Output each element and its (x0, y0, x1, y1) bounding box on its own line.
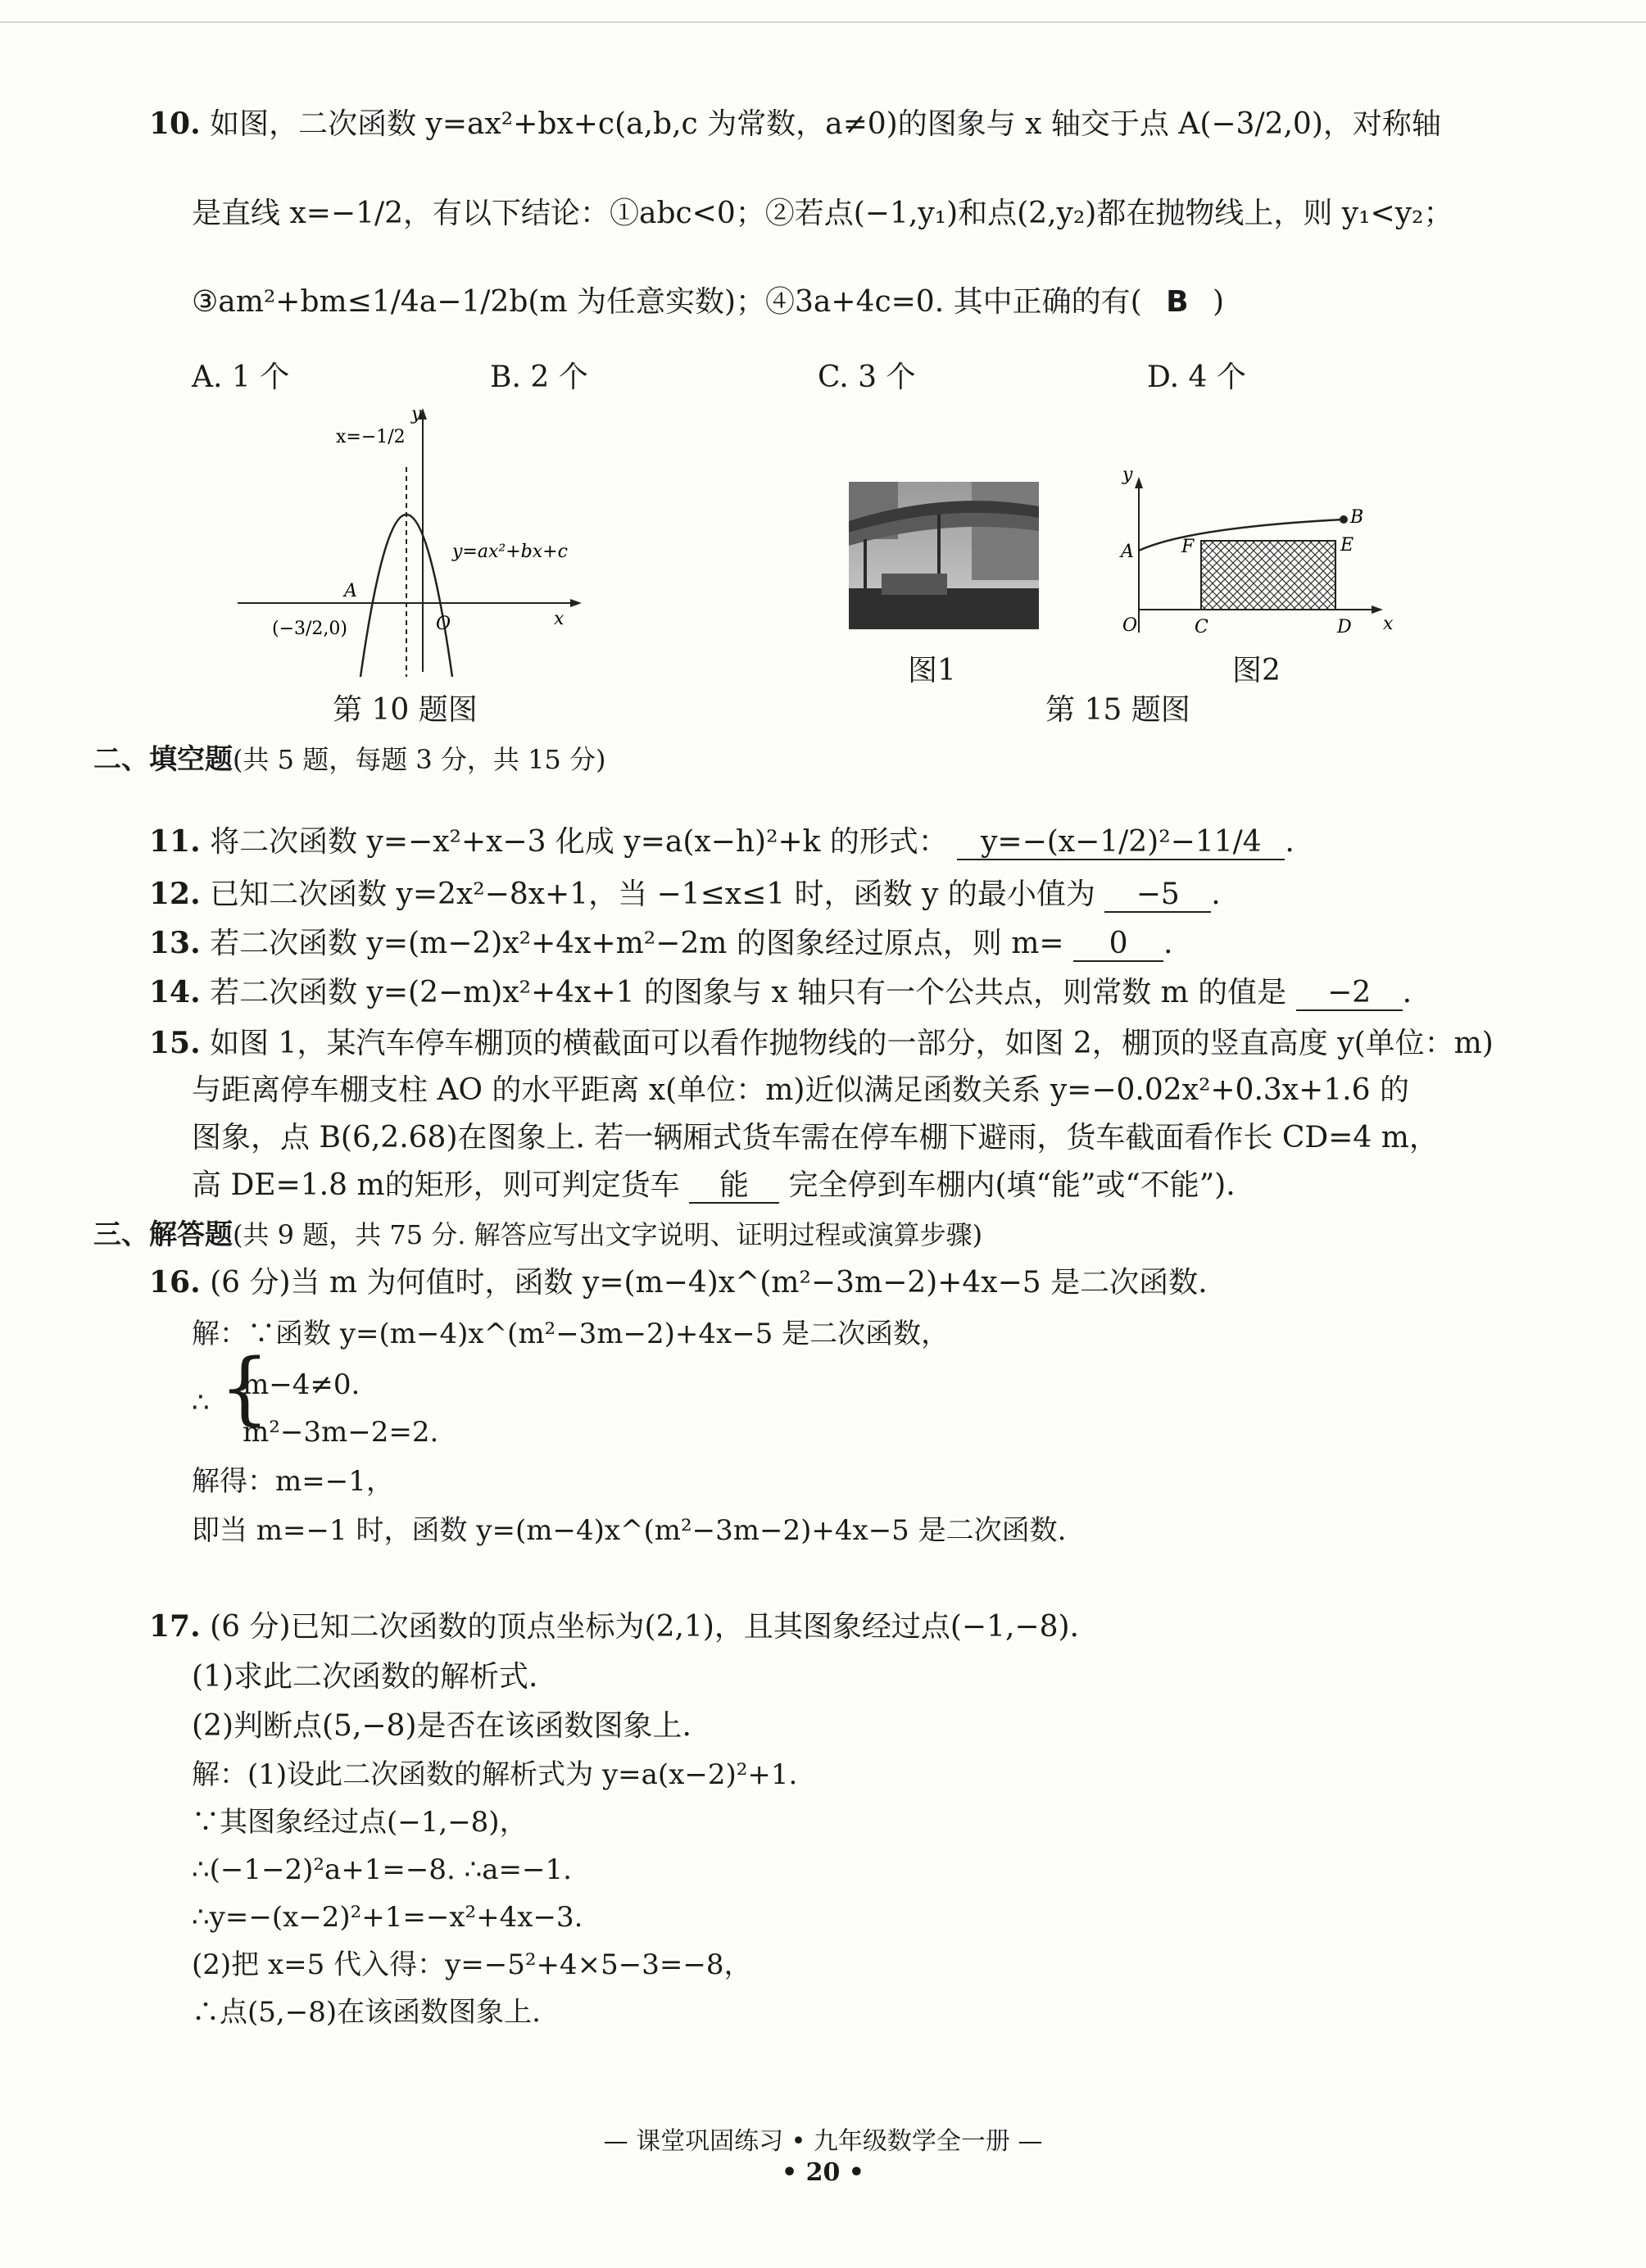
y-label: y (1122, 469, 1133, 485)
q16-brace: { (220, 1342, 270, 1434)
point-e-label: E (1340, 535, 1354, 556)
q10-line3 (192, 284, 1224, 321)
fig1-label: 图1 (908, 654, 956, 687)
point-a-label: A (344, 581, 357, 601)
q12-answer: −5 (1104, 878, 1211, 913)
q13-number: 13. (149, 926, 201, 960)
q17-question (149, 1608, 1079, 1646)
q16-condition2: m²−3m−2=2. (243, 1416, 439, 1449)
q17-solution-line3: ∴(−1−2)²a+1=−8. ∴a=−1. (192, 1853, 572, 1886)
q17-sub1: (1)求此二次函数的解析式. (192, 1660, 538, 1694)
point-coord-label: (−3/2,0) (272, 619, 347, 639)
q10-parabola-figure (221, 401, 598, 680)
q16-solution-line3: 解得：m=−1， (192, 1465, 394, 1498)
q14-text: 若二次函数 y=(2−m)x²+4x+1 的图象与 x 轴只有一个公共点，则常数 m 的值是 (210, 976, 1287, 1009)
top-rule (0, 21, 1646, 23)
q15-text-line4-pre: 高 DE=1.8 m的矩形，则可判定货车 (192, 1168, 680, 1202)
q14-end: . (1402, 976, 1412, 1009)
q10-line3-end: ) (1213, 285, 1225, 319)
q15-number: 15. (149, 1026, 201, 1060)
q12-end: . (1211, 878, 1221, 911)
q15-line3: 图象，点 B(6,2.68)在图象上. 若一辆厢式货车需在停车棚下避雨，货车截面看作长 CD=4 m， (192, 1121, 1439, 1154)
q13-text: 若二次函数 y=(m−2)x²+4x+m²−2m 的图象经过原点，则 m= (210, 927, 1064, 960)
q17-solution-line2: ∵其图象经过点(−1,−8)， (192, 1806, 528, 1839)
q12-text: 已知二次函数 y=2x²−8x+1，当 −1≤x≤1 时，函数 y 的最小值为 (210, 878, 1095, 911)
q17-solution-line5: (2)把 x=5 代入得：y=−5²+4×5−3=−8， (192, 1948, 752, 1981)
q10-number: 10. (149, 107, 201, 141)
q11-end: . (1285, 825, 1295, 859)
truck-rectangle (1201, 541, 1335, 610)
q14-number: 14. (149, 975, 201, 1009)
carport-graph (1090, 469, 1401, 649)
origin-label: O (436, 614, 451, 634)
fig2-label: 图2 (1232, 654, 1281, 687)
q16-therefore: ∴ (192, 1386, 210, 1419)
q14-answer: −2 (1296, 977, 1403, 1011)
section2-heading (93, 741, 605, 778)
section3-title: 三、解答题 (93, 1218, 233, 1251)
q10-option-c: C. 3 个 (818, 361, 916, 394)
point-a-label: A (1121, 542, 1134, 562)
q13-end: . (1163, 927, 1173, 960)
q10-text-line3: ③am²+bm≤1/4a−1/2b(m 为任意实数)；④3a+4c=0. 其中正确的有( (192, 285, 1142, 319)
footer-title: — 课堂巩固练习 • 九年级数学全一册 — (603, 2127, 1043, 2156)
q17-sub2: (2)判断点(5,−8)是否在该函数图象上. (192, 1709, 692, 1743)
q10-text-line1: 如图，二次函数 y=ax²+bx+c(a,b,c 为常数，a≠0)的图象与 x 轴交于点 A(−3/2,0)，对称轴 (210, 107, 1441, 141)
q10-line1 (149, 105, 1441, 143)
curve-label: y=ax²+bx+c (452, 542, 568, 562)
q15-answer: 能 (689, 1169, 779, 1204)
q15-line2: 与距离停车棚支柱 AO 的水平距离 x(单位：m)近似满足函数关系 y=−0.02x²+0.3x+1.6 的 (192, 1073, 1409, 1107)
x-axis-arrow (570, 599, 582, 607)
point-d-label: D (1337, 617, 1352, 637)
q17-solution-line4: ∴y=−(x−2)²+1=−x²+4x−3. (192, 1901, 583, 1934)
carport-photo (849, 482, 1039, 629)
q15-text-line4-post: 完全停到车棚内(填“能”或“不能”). (788, 1168, 1236, 1202)
point-c-label: C (1195, 617, 1208, 637)
q16-solution-line4: 即当 m=−1 时，函数 y=(m−4)x^(m²−3m−2)+4x−5 是二次函数. (192, 1514, 1067, 1547)
point-b (1340, 515, 1348, 524)
point-f-label: F (1181, 537, 1195, 557)
q16-solution-line1: 解：∵函数 y=(m−4)x^(m²−3m−2)+4x−5 是二次函数， (192, 1318, 950, 1350)
q11-line (149, 823, 1295, 861)
q13-answer: 0 (1073, 928, 1163, 962)
q15-text-line1: 如图 1，某汽车停车棚顶的横截面可以看作抛物线的一部分，如图 2，棚顶的竖直高度 y(单位：m) (210, 1027, 1494, 1060)
q12-line (149, 875, 1221, 914)
q13-line (149, 924, 1172, 963)
q15-line1 (149, 1024, 1494, 1063)
page-number: • 20 • (782, 2158, 864, 2187)
q10-option-a: A. 1 个 (192, 361, 290, 394)
q15-line4 (192, 1167, 1236, 1204)
q17-text: (6 分)已知二次函数的顶点坐标为(2,1)，且其图象经过点(−1,−8). (210, 1610, 1079, 1644)
q10-answer: B (1166, 285, 1189, 319)
q17-solution-line6: ∴点(5,−8)在该函数图象上. (192, 1996, 541, 2029)
q14-line (149, 973, 1412, 1012)
point-b-label: B (1350, 507, 1364, 528)
x-label: x (554, 609, 565, 629)
section2-desc: (共 5 题，每题 3 分，共 15 分) (233, 744, 606, 775)
y-axis-arrow (1135, 477, 1143, 488)
x-axis-arrow (1372, 606, 1383, 614)
section3-desc: (共 9 题，共 75 分. 解答应写出文字说明、证明过程或演算步骤) (233, 1219, 983, 1250)
q11-answer: y=−(x−1/2)²−11/4 (957, 826, 1285, 860)
q11-text: 将二次函数 y=−x²+x−3 化成 y=a(x−h)²+k 的形式： (210, 825, 948, 859)
q11-number: 11. (149, 824, 201, 859)
q15-figure-caption: 第 15 题图 (1045, 693, 1190, 727)
section2-title: 二、填空题 (93, 743, 233, 776)
q10-figure-caption: 第 10 题图 (333, 693, 478, 727)
q10-line2: 是直线 x=−1/2，有以下结论：①abc<0；②若点(−1,y₁)和点(2,y₂)都在抛物线上，则 y₁<y₂； (192, 197, 1453, 230)
q16-number: 16. (149, 1265, 201, 1300)
q16-text: (6 分)当 m 为何值时，函数 y=(m−4)x^(m²−3m−2)+4x−5 是二次函数. (210, 1266, 1208, 1300)
y-label: y (411, 404, 422, 424)
section3-heading (93, 1216, 982, 1254)
q12-number: 12. (149, 877, 201, 911)
q10-option-b: B. 2 个 (490, 361, 588, 394)
symmetry-line-label: x=−1/2 (336, 427, 406, 447)
q10-option-d: D. 4 个 (1147, 361, 1246, 394)
q16-condition1: m−4≠0. (243, 1368, 360, 1401)
origin-label: O (1122, 615, 1138, 636)
q16-question (149, 1263, 1208, 1302)
q17-solution-line1: 解：(1)设此二次函数的解析式为 y=a(x−2)²+1. (192, 1758, 798, 1791)
x-label: x (1383, 614, 1394, 634)
q17-number: 17. (149, 1609, 201, 1644)
